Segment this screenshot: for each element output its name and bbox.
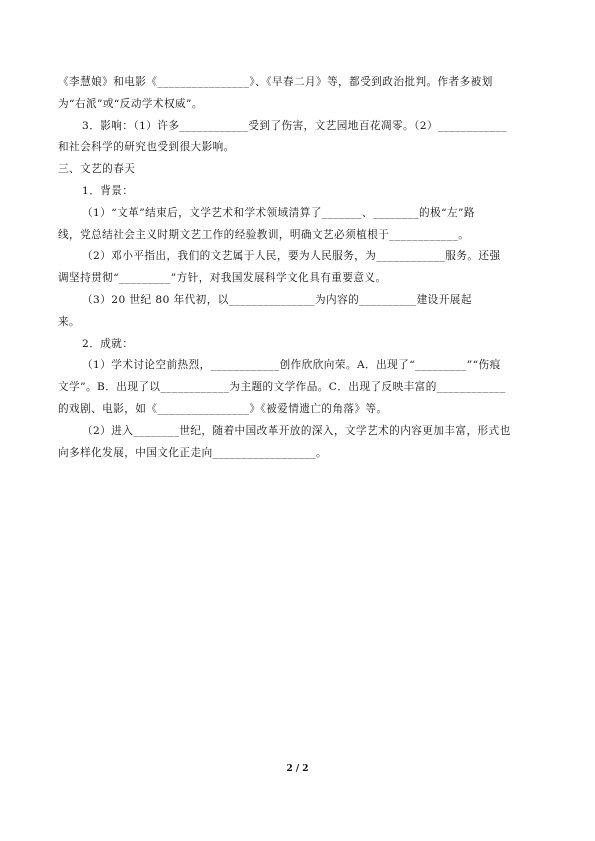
text-line [0,443,595,463]
text-line [0,334,595,354]
text-line [0,225,595,245]
text-line-content: 2．成就： [82,337,134,350]
text-line-content: 为“右派”或“反动学术权威”。 [58,97,203,110]
text-line [0,94,595,114]
text-line [0,355,595,375]
text-line-content: 的戏剧、电影，如《________________》《被爱情遗亡的角落》等。 [58,403,388,415]
text-line-content: 1．背景： [82,185,134,197]
text-line [0,159,595,179]
text-line [0,312,595,332]
text-line-content: （1）“文革”结束后，文学艺术和学术领域清算了_______、________的极“左”路 [82,206,475,219]
text-line [0,290,595,310]
text-line-content: 和社会科学的研究也受到很大影响。 [58,141,235,154]
text-line [0,116,595,136]
page-number: 2 / 2 [286,764,309,774]
text-line [0,137,595,157]
text-line [0,268,595,288]
text-line-content: 文学”。B．出现了以____________为主题的文学作品。C．出现了反映丰富的____________ [58,381,506,394]
text-line [0,421,595,441]
text-line-content: （2）进入________世纪，随着中国改革开放的深入，文学艺术的内容更加丰富，形式也 [82,424,511,437]
text-line [0,399,595,419]
text-line-content: （1）学术讨论空前热烈，____________创作欣欣向荣。A．出现了“_________”“伤痕 [82,359,501,372]
text-line-content: 《李慧娘》和电影《________________》、《早春二月》等，都受到政治批判。作者多被划 [58,76,493,88]
text-line [0,72,595,92]
text-line-content: 调坚持贯彻“_________”方针，对我国发展科学文化具有重要意义。 [58,272,387,285]
text-line-content: （3）20 世纪 80 年代初，以_______________为内容的__________建设开展起 [82,294,472,306]
text-line-content: 三、文艺的春天 [58,163,136,176]
text-line [0,181,595,201]
text-line-content: 来。 [58,315,81,328]
text-line-content: 线，党总结社会主义时期文艺工作的经验教训，明确文艺必须植根于____________。 [58,228,470,241]
text-line-content: （2）邓小平指出，我们的文艺属于人民，要为人民服务，为____________服务。还强 [82,250,501,263]
text-line [0,246,595,266]
text-line [0,203,595,223]
text-line [0,377,595,397]
text-line-content: 3．影响：（1）许多____________受到了伤害，文艺园地百花凋零。（2）____________ [82,119,507,132]
text-line-content: 向多样化发展，中国文化正走向__________________。 [58,446,328,459]
